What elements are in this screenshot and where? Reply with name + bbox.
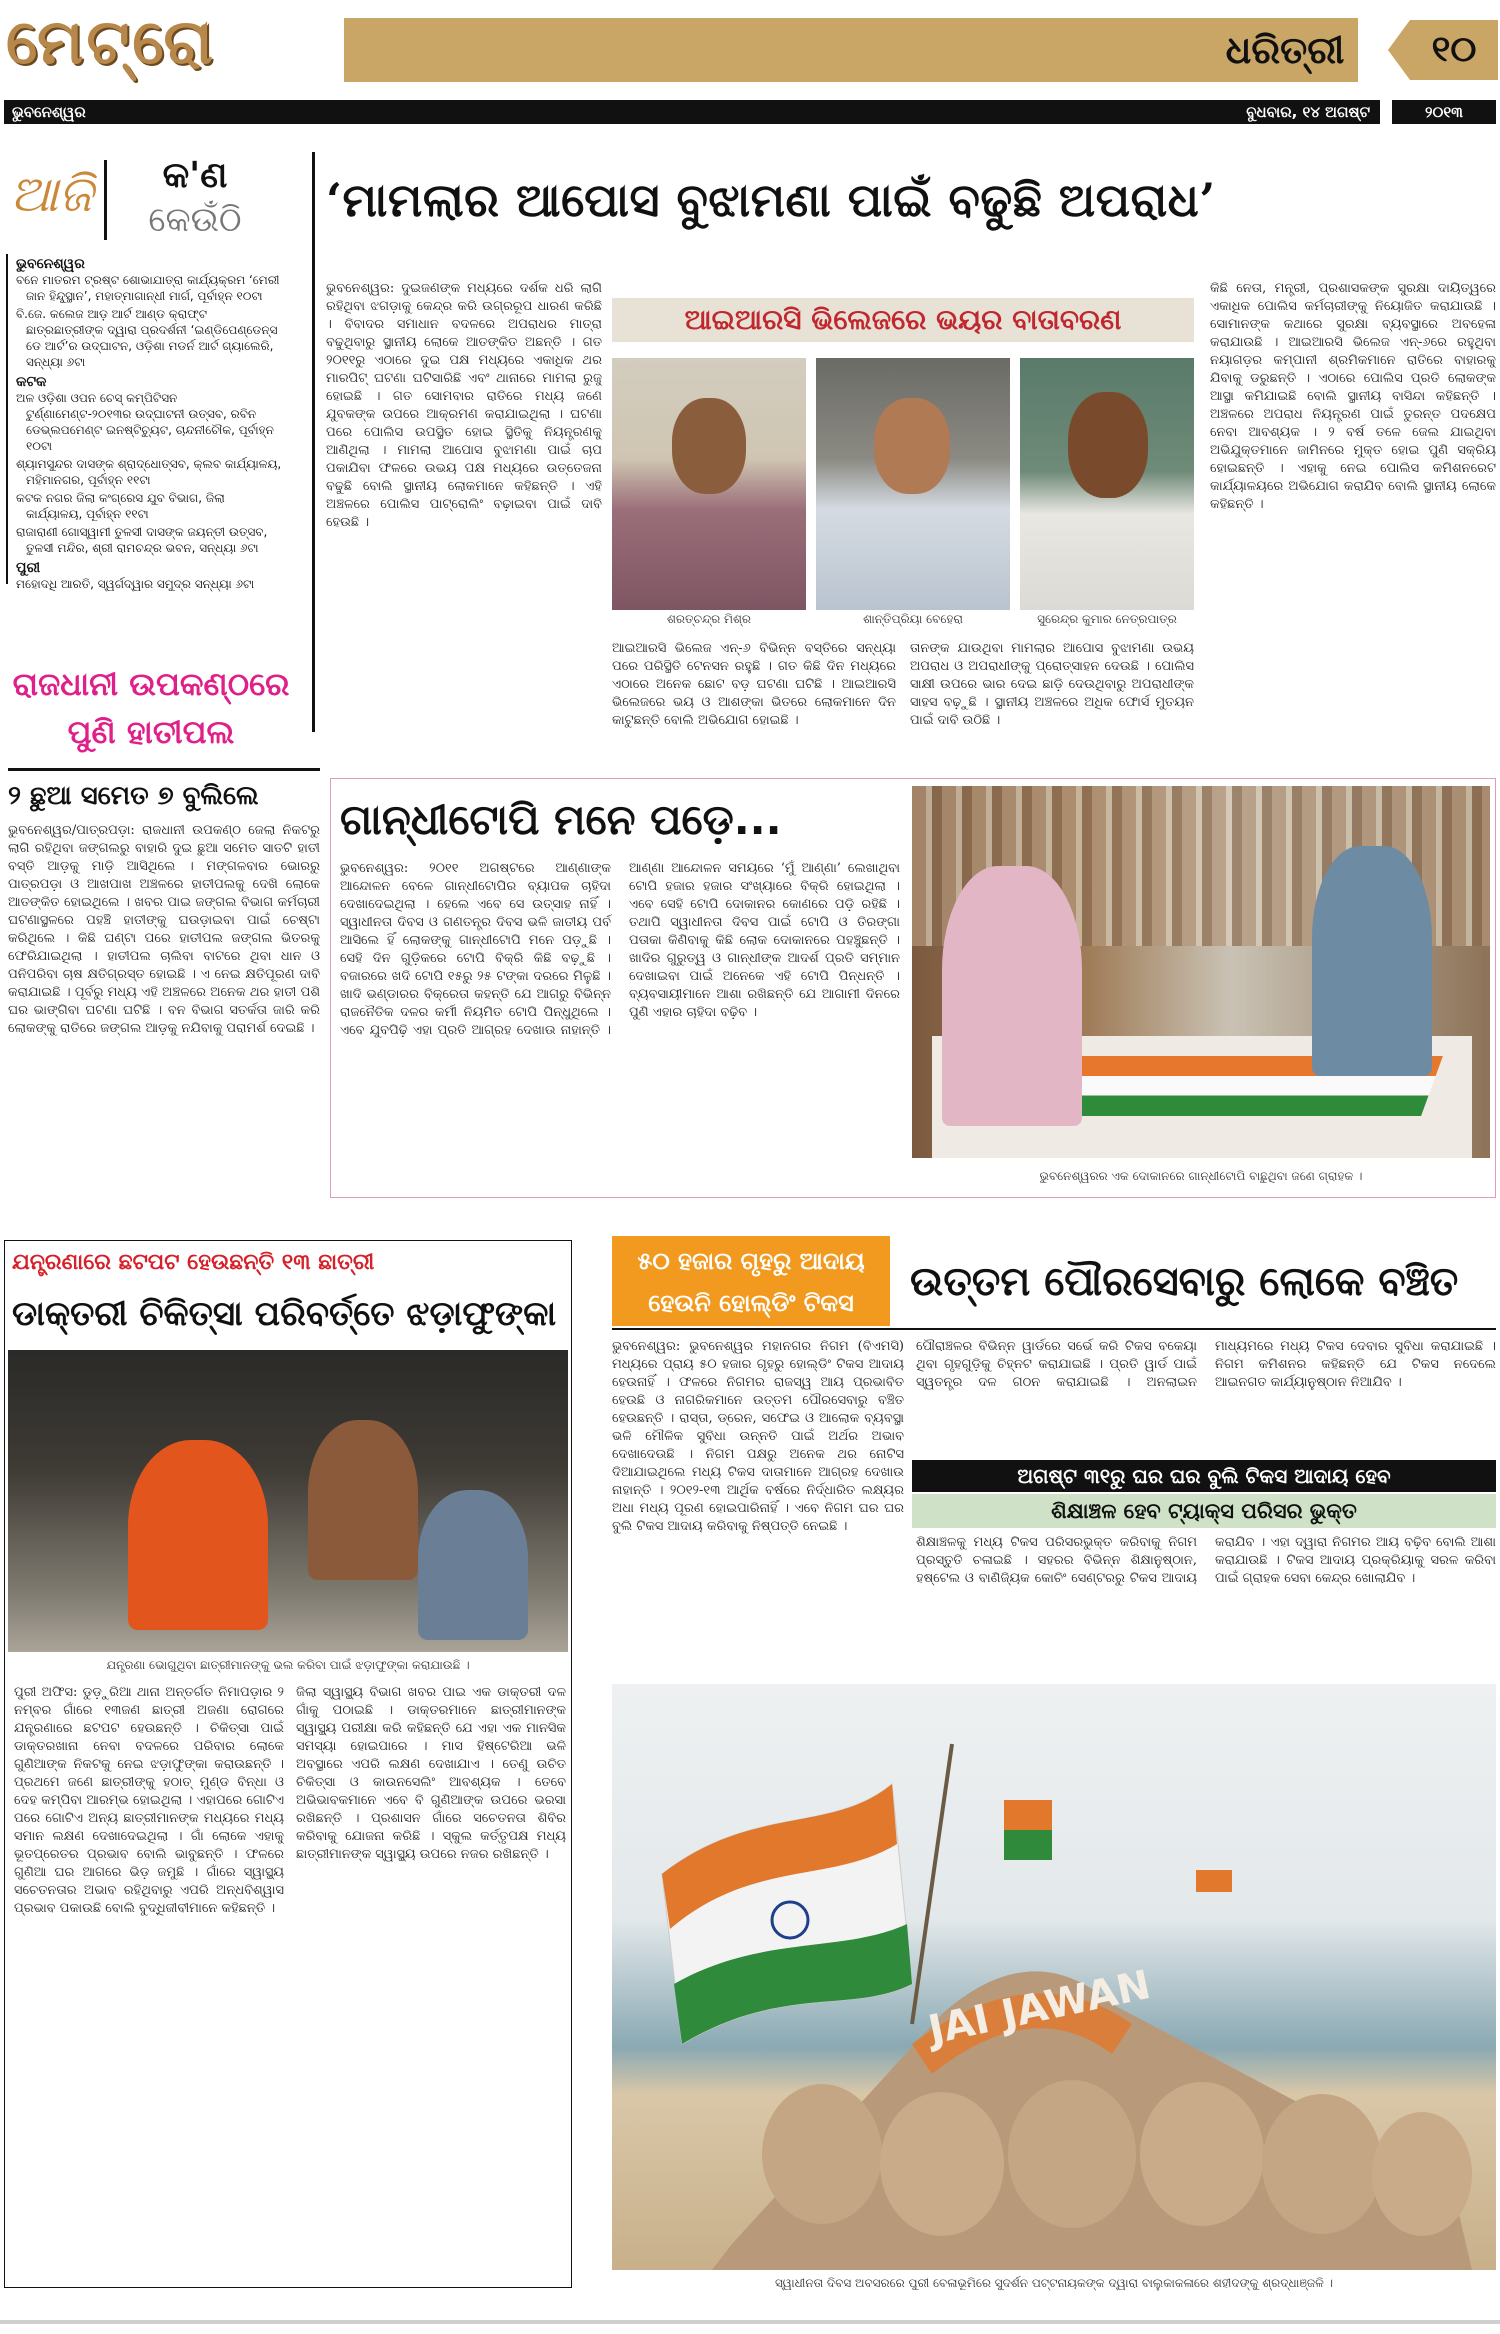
story1-body-c: ତାନଙ୍କ ଯାଉଥିବା ମାମଲାର ଆପୋସ ବୁଝାମଣା ଉଭୟ ଅପରାଧ ଓ ଅପରାଧୀଙ୍କୁ ପ୍ରୋତ୍ସାହନ ଦେଉଛି । ପୋଲିସ ସାକ୍ଷୀ ଉପରେ ଭାର ଦେଇ ଛାଡ଼ି ଦେଉଥିବାରୁ ଅପରାଧୀଙ୍କ ସାହସ ବଢ଼ୁଛି । ସ୍ଥାନୀୟ ଅଞ୍ଚଳରେ ଅଧିକ ଫୋର୍ସ ମୁତୟନ ପାଇଁ ଦାବି ଉଠିଛି । bbox=[910, 641, 1194, 728]
listing-item: କଟକ ନଗର ଜିଲା କଂଗ୍ରେସ ଯୁବ ବିଭାଗ, ଜିଲା କାର୍ଯ୍ୟାଳୟ, ପୂର୍ବାହ୍ନ ୧୧ଟା bbox=[16, 491, 225, 521]
story3-headline: ଡାକ୍ତରୀ ଚିକିତ୍ସା ପରିବର୍ତ୍ତେ ଝଡ଼ାଫୁଙ୍କା bbox=[12, 1294, 557, 1334]
page-number: ୧୦ bbox=[1431, 29, 1477, 70]
listing-city-header: ପୁରୀ bbox=[16, 560, 41, 576]
face bbox=[672, 398, 746, 494]
caption-photo-man-1: ଶରତ୍‌ଚନ୍ଦ୍ର ମିଶ୍ର bbox=[666, 612, 752, 626]
story3-body-b: ଜିଲା ସ୍ୱାସ୍ଥ୍ୟ ବିଭାଗ ଖବର ପାଇ ଏକ ଡାକ୍ତରୀ ଦଳ ଗାଁକୁ ପଠାଇଛି । ଡାକ୍ତରମାନେ ଛାତ୍ରୀମାନଙ୍କ ସ୍ୱାସ୍ଥ୍ୟ ପରୀକ୍ଷା କରି କହିଛନ୍ତି ଯେ ଏହା ଏକ ମାନସିକ ସମସ୍ୟା ହୋଇପାରେ । ମାସ ହିଷ୍ଟେରିଆ ଭଳି ଅବସ୍ଥାରେ ଏପରି ଲକ୍ଷଣ ଦେଖାଯାଏ । ତେଣୁ ଉଚିତ ଚିକିତ୍ସା ଓ କାଉନସେଲିଂ ଆବଶ୍ୟକ । ତେବେ ଅଭିଭାବକମାନେ ଏବେ ବି ଗୁଣିଆଙ୍କ ଉପରେ ଭରସା ରଖିଛନ୍ତି । ପ୍ରଶାସନ ଗାଁରେ ସଚେତନତା ଶିବିର କରିବାକୁ ଯୋଜନା କରିଛି । ସ୍କୁଲ କର୍ତ୍ତୃପକ୍ଷ ମଧ୍ୟ ଛାତ୍ରୀମାନଙ୍କ ସ୍ୱାସ୍ଥ୍ୟ ଉପରେ ନଜର ରଖିଛନ୍ତି । bbox=[296, 1685, 566, 1862]
photo-gandhi-cap-shop bbox=[912, 786, 1490, 1158]
bottom-rule bbox=[0, 2320, 1500, 2324]
section-title: ଧରିତ୍ରୀ bbox=[1225, 28, 1345, 72]
sidebar2-headline: ରାଜଧାନୀ ଉପକଣ୍ଠରେ ପୁଣି ହାତୀପଲ bbox=[12, 665, 290, 751]
listing-item: ବି.ଜେ. କଲେଜ ଆଡ଼ ଆର୍ଟ ଆଣ୍ଡ କ୍ରାଫ୍ଟ ଛାତ୍ରଛାତ୍ରୀଙ୍କ ଦ୍ୱାରା ପ୍ରଦର୍ଶନୀ ‘ଇଣ୍ଡିପେଣ୍ଡେନ୍ସ ଡେ ଆର୍ଟ’ର ଉଦ୍‌ଘାଟନ, ଓଡ଼ିଶା ମଡର୍ନ ଆର୍ଟ ଗ୍ୟାଲେରି, ସନ୍ଧ୍ୟା ୬ଟା bbox=[16, 307, 278, 369]
story4-caption: ସ୍ୱାଧୀନତା ଦିବସ ଅବସରରେ ପୁରୀ ବେଳାଭୂମିରେ ସୁଦର୍ଶନ ପଟ୍ଟନାୟକଙ୍କ ଦ୍ୱାରା ବାଲୁକାକଳାରେ ଶହୀଦଙ୍କୁ ଶ୍ରଦ୍ଧାଞ୍ଜଳି । bbox=[774, 2276, 1334, 2290]
dateline-year: ୨୦୧୩ bbox=[1425, 103, 1463, 121]
story3-caption: ଯନ୍ତ୍ରଣା ଭୋଗୁଥିବା ଛାତ୍ରୀମାନଙ୍କୁ ଭଲ କରିବା ପାଇଁ ଝଡ଼ାଫୁଙ୍କା କରାଯାଉଛି । bbox=[106, 1658, 470, 1672]
flag-pole bbox=[912, 1744, 952, 2024]
person-girl bbox=[418, 1490, 528, 1640]
listing-item: ବନେ ମାତରମ ଟ୍ରଷ୍ଟ ଶୋଭାଯାତ୍ରା କାର୍ଯ୍ୟକ୍ରମ ‘ମେରୀ ଜାନ ହିନ୍ଦୁସ୍ଥାନ’, ମହାତ୍ମାଗାନ୍ଧୀ ମାର୍ଗ, ପୂର୍ବାହ୍ନ ୧୦ଟା bbox=[16, 273, 280, 303]
sand-art-text: JAI JAWAN bbox=[924, 1961, 1155, 2054]
story1-body-a: ଭୁବନେଶ୍ୱର: ଦୁଇଜଣଙ୍କ ମଧ୍ୟରେ ଦର୍ଶକ ଧରି ଲାଗି ରହିଥିବା ଝଗଡ଼ାକୁ କେନ୍ଦ୍ର କରି ଉଗ୍ରରୂପ ଧାରଣ କରିଛି । ବିବାଦର ସମାଧାନ ବଦଳରେ ଅପରାଧର ମାତ୍ରା ବଢୁଥିବାରୁ ସ୍ଥାନୀୟ ଲୋକେ ଆତଙ୍କିତ ଅଛନ୍ତି । ଗତ ୨୦୧୧ରୁ ଏଠାରେ ଦୁଇ ପକ୍ଷ ମଧ୍ୟରେ ଏକାଧିକ ଥର ମାରପିଟ୍‌ ଘଟଣା ଘଟିସାରିଛି ଏବଂ ଥାନାରେ ମାମଲା ରୁଜୁ ହୋଇଛି । ଗତ ସୋମବାର ରାତିରେ ମଧ୍ୟ ଜଣେ ଯୁବକଙ୍କ ଉପରେ ଆକ୍ରମଣ କରାଯାଇଥିଲା । ଘଟଣା ପରେ ପୋଲିସ ଉପସ୍ଥିତ ହୋଇ ସ୍ଥିତିକୁ ନିୟନ୍ତ୍ରଣକୁ ଆଣିଥିଲା । ମାମଲା ଆପୋସ ବୁଝାମଣା ପାଇଁ ଚାପ ପକାଯିବା ଫଳରେ ଉଭୟ ପକ୍ଷ ମଧ୍ୟରେ ଉତ୍ତେଜନା ବଢୁଛି ବୋଲି ସ୍ଥାନୀୟ ଲୋକମାନେ କହିଛନ୍ତି । ଏହି ଅଞ୍ଚଳରେ ପୋଲିସ ପାଟ୍ରୋଲିଂ ବଢ଼ାଇବା ପାଇଁ ଦାବି ହେଉଛି । bbox=[326, 281, 602, 530]
flag-small-1-green bbox=[1004, 1830, 1052, 1860]
today-label: ଆଜି bbox=[10, 165, 93, 223]
today-listings bbox=[6, 254, 284, 591]
customer bbox=[942, 866, 1082, 1126]
sidebar2-subhead: ୨ ଛୁଆ ସମେତ ୭ ବୁଲିଲେ bbox=[8, 781, 259, 811]
section-bar bbox=[344, 18, 1358, 82]
sidebar2-body: ଭୁବନେଶ୍ୱର/ପାତ୍ରପଡ଼ା: ରାଜଧାନୀ ଉପକଣ୍ଠ ଜେଲା ନିକଟରୁ ଲାଗି ରହିଥିବା ଜଙ୍ଗଲରୁ ବାହାରି ଦୁଇ ଛୁଆ ସମେତ ସାତଟି ହାତୀ ବସ୍ତି ଆଡ଼କୁ ମାଡ଼ି ଆସିଥିଲେ । ମଙ୍ଗଳବାର ଭୋରରୁ ପାତ୍ରପଡ଼ା ଓ ଆଖପାଖ ଅଞ୍ଚଳରେ ହାତୀପଲକୁ ଦେଖି ଲୋକେ ଆତଙ୍କିତ ହୋଇଥିଲେ । ଖବର ପାଇ ଜଙ୍ଗଲ ବିଭାଗ କର୍ମଚାରୀ ଘଟଣାସ୍ଥଳରେ ପହଞ୍ଚି ହାତୀଙ୍କୁ ଘଉଡ଼ାଇବା ପାଇଁ ଚେଷ୍ଟା କରିଥିଲେ । କିଛି ଘଣ୍ଟା ପରେ ହାତୀପଲ ଜଙ୍ଗଲ ଭିତରକୁ ଫେରିଯାଇଥିଲା । ହାତୀପଲ ଚାଲିବା ବାଟରେ ଥିବା ଧାନ ଓ ପନିପରିବା ଚାଷ କ୍ଷତିଗ୍ରସ୍ତ ହୋଇଛି । ଏ ନେଇ କ୍ଷତିପୂରଣ ଦାବି କରାଯାଇଛି । ପୂର୍ବରୁ ମଧ୍ୟ ଏହି ଅଞ୍ଚଳରେ ଅନେକ ଥର ହାତୀ ପଶି ଘର ଭାଙ୍ଗିବା ଘଟଣା ଘଟିଛି । ବନ ବିଭାଗ ସତର୍କତା ଜାରି କରି ଲୋକଙ୍କୁ ରାତିରେ ଜଙ୍ଗଲ ଆଡ଼କୁ ନଯିବାକୁ ପରାମର୍ଶ ଦେଇଛି । bbox=[8, 823, 320, 1036]
listing-item: ଶ୍ୟାମସୁନ୍ଦର ଦାସଙ୍କ ଶ୍ରାଦ୍ଧୋତ୍ସବ, କ୍ଲବ କାର୍ଯ୍ୟାଳୟ, ମହିମାନଗର, ପୂର୍ବାହ୍ନ ୧୧ଟା bbox=[16, 457, 282, 487]
story4-rule bbox=[612, 1328, 1496, 1330]
today-divider bbox=[104, 160, 107, 240]
story4-body2: ପୌରାଞ୍ଚଳର ବିଭିନ୍ନ ୱାର୍ଡରେ ସର୍ଭେ କରି ଟିକସ ବକେୟା ଥିବା ଗୃହଗୁଡ଼ିକୁ ଚିହ୍ନଟ କରାଯାଇଛି । ପ୍ରତି ୱାର୍ଡ ପାଇଁ ସ୍ୱତନ୍ତ୍ର ଦଳ ଗଠନ କରାଯାଇଛି । ଅନଲାଇନ ମାଧ୍ୟମରେ ମଧ୍ୟ ଟିକସ ଦେବାର ସୁବିଧା କରାଯାଇଛି । ନିଗମ କମିଶନର କହିଛନ୍ତି ଯେ ଟିକସ ନଦେଲେ ଆଇନଗତ କାର୍ଯ୍ୟାନୁଷ୍ଠାନ ନିଆଯିବ । bbox=[916, 1339, 1496, 1390]
story1-body-b: ଆଇଆରସି ଭିଲେଜ ଏନ୍‌-୬ ବିଭିନ୍ନ ବସ୍ତିରେ ସନ୍ଧ୍ୟା ପରେ ପରିସ୍ଥିତି ଟେନସନ ରହୁଛି । ଗତ କିଛି ଦିନ ମଧ୍ୟରେ ଏଠାରେ ଅନେକ ଛୋଟ ବଡ଼ ଘଟଣା ଘଟିଛି । ଆଇଆରସି ଭିଲେଜରେ ଭୟ ଓ ଆଶଙ୍କା ଭିତରେ ଲୋକମାନେ ଦିନ କାଟୁଛନ୍ତି ବୋଲି ଅଭିଯୋଗ ହୋଇଛି । bbox=[612, 641, 896, 728]
sand-face bbox=[880, 2092, 1004, 2236]
photo-sand-art bbox=[612, 1684, 1496, 2270]
dateline-date: ବୁଧବାର, ୧୪ ଅଗଷ୍ଟ bbox=[1246, 103, 1370, 121]
sand-face bbox=[762, 2084, 882, 2224]
story3-body-a: ପୁରୀ ଅଫିସ: ଡୁଡ଼ୁରିଆ ଥାନା ଅନ୍ତର୍ଗତ ନିମାପଡ଼ାର ୨ ନମ୍ବର ଗାଁରେ ୧୩ଜଣ ଛାତ୍ରୀ ଅଜଣା ରୋଗରେ ଯନ୍ତ୍ରଣାରେ ଛଟପଟ ହେଉଛନ୍ତି । ଚିକିତ୍ସା ପାଇଁ ଡାକ୍ତରଖାନା ନେବା ବଦଳରେ ପରିବାର ଲୋକେ ଗୁଣିଆଙ୍କ ନିକଟକୁ ନେଇ ଝଡ଼ାଫୁଙ୍କା କରାଉଛନ୍ତି । ପ୍ରଥମେ ଜଣେ ଛାତ୍ରୀଙ୍କୁ ହଠାତ୍ ମୁଣ୍ଡ ବିନ୍ଧା ଓ ଦେହ କମ୍ପିବା ଆରମ୍ଭ ହୋଇଥିଲା । ଏହାପରେ ଗୋଟିଏ ପରେ ଗୋଟିଏ ଅନ୍ୟ ଛାତ୍ରୀମାନଙ୍କ ମଧ୍ୟରେ ମଧ୍ୟ ସମାନ ଲକ୍ଷଣ ଦେଖାଦେଇଥିଲା । ଗାଁ ଲୋକେ ଏହାକୁ ଭୂତପ୍ରେତର ପ୍ରଭାବ ବୋଲି ଭାବୁଛନ୍ତି । ଫଳରେ ଗୁଣିଆ ଘର ଆଗରେ ଭିଡ଼ ଜମୁଛି । ଗାଁରେ ସ୍ୱାସ୍ଥ୍ୟ ସଚେତନତାର ଅଭାବ ରହିଥିବାରୁ ଏପରି ଅନ୍ଧବିଶ୍ୱାସ ପ୍ରଭାବ ପକାଉଛି ବୋଲି ବୁଦ୍ଧିଜୀବୀମାନେ କହିଛନ୍ତି । bbox=[14, 1685, 284, 1916]
story4-headline: ଉତ୍ତମ ପୌରସେବାରୁ ଲୋକେ ବଞ୍ଚିତ bbox=[910, 1259, 1459, 1305]
story4-subhead: ଅଗଷ୍ଟ ୩୧ରୁ ଘର ଘର ବୁଲି ଟିକସ ଆଦାୟ ହେବ bbox=[1017, 1464, 1391, 1488]
what-label: କ'ଣ bbox=[162, 155, 228, 196]
sand-face bbox=[1262, 2094, 1382, 2234]
caption-photo-man-2: ସୁରେନ୍ଦ୍ର କୁମାର ନେତ୍ରପାତ୍ର bbox=[1037, 612, 1177, 626]
story2-body: ଭୁବନେଶ୍ୱର: ୨୦୧୧ ଅଗଷ୍ଟରେ ଆଣ୍ଣାଙ୍କ ଆନ୍ଦୋଳନ ବେଳେ ଗାନ୍ଧୀଟୋପିର ବ୍ୟାପକ ଚାହିଦା ଦେଖାଦେଇଥିଲା । ହେଲେ ଏବେ ସେ ଉତ୍ସାହ ନାହିଁ । ସ୍ୱାଧୀନତା ଦିବସ ଓ ଗଣତନ୍ତ୍ର ଦିବସ ଭଳି ଜାତୀୟ ପର୍ବ ଆସିଲେ ହିଁ ଲୋକଙ୍କୁ ଗାନ୍ଧୀଟୋପି ମନେ ପଡ଼ୁଛି । ସେହି ଦିନ ଗୁଡ଼ିକରେ ଟୋପି ବିକ୍ରି କିଛି ବଢ଼ୁଛି । ବଜାରରେ ଖଦି ଟୋପି ୧୫ରୁ ୨୫ ଟଙ୍କା ଦରରେ ମିଳୁଛି । ଖାଦି ଭଣ୍ଡାରର ବିକ୍ରେତା କହନ୍ତି ଯେ ଆଗରୁ ବିଭିନ୍ନ ରାଜନୈତିକ ଦଳର କର୍ମୀ ନିୟମିତ ଟୋପି ପିନ୍ଧୁଥିଲେ । ଏବେ ଯୁବପିଢ଼ି ଏହା ପ୍ରତି ଆଗ୍ରହ ଦେଖାଉ ନାହାନ୍ତି । ଆଣ୍ଣା ଆନ୍ଦୋଳନ ସମୟରେ ‘ମୁଁ ଆଣ୍ଣା’ ଲେଖାଥିବା ଟୋପି ହଜାର ହଜାର ସଂଖ୍ୟାରେ ବିକ୍ରି ହୋଇଥିଲା । ଏବେ ସେହି ଟୋପି ଦୋକାନର କୋଣରେ ପଡ଼ି ରହିଛି । ତଥାପି ସ୍ୱାଧୀନତା ଦିବସ ପାଇଁ ଟୋପି ଓ ତିରଙ୍ଗା ପତାକା କିଣିବାକୁ କିଛି ଲୋକ ଦୋକାନରେ ପହଞ୍ଚୁଛନ୍ତି । ଖାଦିର ଗୁରୁତ୍ୱ ଓ ଗାନ୍ଧୀଙ୍କ ଆଦର୍ଶ ପ୍ରତି ସମ୍ମାନ ଦେଖାଇବା ପାଇଁ ଅନେକେ ଏହି ଟୋପି ପିନ୍ଧନ୍ତି । ବ୍ୟବସାୟୀମାନେ ଆଶା ରଖିଛନ୍ତି ଯେ ଆଗାମୀ ଦିନରେ ପୁଣି ଏହାର ଚାହିଦା ବଢ଼ିବ । bbox=[340, 861, 900, 1038]
story4-body3: ଶିକ୍ଷାଞ୍ଚଳକୁ ମଧ୍ୟ ଟିକସ ପରିସରଭୁକ୍ତ କରିବାକୁ ନିଗମ ପ୍ରସ୍ତୁତି ଚଳାଇଛି । ସହରର ବିଭିନ୍ନ ଶିକ୍ଷାନୁଷ୍ଠାନ, ହଷ୍ଟେଲ ଓ ବାଣିଜ୍ୟିକ କୋଚିଂ ସେଣ୍ଟରରୁ ଟିକସ ଆଦାୟ କରାଯିବ । ଏହା ଦ୍ୱାରା ନିଗମର ଆୟ ବଢ଼ିବ ବୋଲି ଆଶା କରାଯାଉଛି । ଟିକସ ଆଦାୟ ପ୍ରକ୍ରିୟାକୁ ସରଳ କରିବା ପାଇଁ ଗ୍ରାହକ ସେବା କେନ୍ଦ୍ର ଖୋଲାଯିବ । bbox=[916, 1535, 1496, 1586]
person-healer bbox=[308, 1420, 418, 1580]
sand-face bbox=[1372, 2112, 1472, 2236]
listing-city-header: ଭୁବନେଶ୍ୱର bbox=[16, 256, 85, 272]
story3-kicker: ଯନ୍ତ୍ରଣାରେ ଛଟପଟ ହେଉଛନ୍ତି ୧୩ ଛାତ୍ରୀ bbox=[12, 1250, 375, 1275]
today-box bbox=[6, 150, 284, 590]
where-label: କେଉଁଠି bbox=[148, 200, 242, 240]
caption-photo-woman: ଶାନ୍ତିପ୍ରିୟା ବେହେରା bbox=[863, 612, 963, 626]
face bbox=[874, 398, 950, 494]
person-saree bbox=[128, 1440, 268, 1630]
photo-man-2 bbox=[1020, 358, 1194, 610]
story2-headline: ଗାନ୍ଧୀଟୋପି ମନେ ପଡ଼େ... bbox=[340, 795, 782, 844]
listing-city-header: କଟକ bbox=[16, 374, 47, 390]
face bbox=[1068, 392, 1148, 498]
logo: ମେଟ୍ରୋ bbox=[6, 5, 216, 78]
sand-art-illustration bbox=[612, 1684, 1496, 2270]
flag-small-2 bbox=[1196, 1870, 1232, 1892]
story4-box-line1: ୫୦ ହଜାର ଗୃହରୁ ଆଦାୟ bbox=[637, 1247, 865, 1275]
photo-woman bbox=[816, 358, 1010, 610]
story2-caption: ଭୁବନେଶ୍ୱରର ଏକ ଦୋକାନରେ ଗାନ୍ଧୀଟୋପି ବାଛୁଥିବା ଜଣେ ଗ୍ରାହକ । bbox=[1039, 1169, 1363, 1183]
shopkeeper bbox=[1312, 846, 1432, 1076]
story1-body-d: କିଛି ନେତା, ମନ୍ତ୍ରୀ, ପ୍ରଶାସକଙ୍କ ସୁରକ୍ଷା ଦାୟିତ୍ୱରେ ଏକାଧିକ ପୋଲିସ କର୍ମଚାରୀଙ୍କୁ ନିୟୋଜିତ କରାଯାଉଛି । ସୋମାନଙ୍କ କଥାରେ ସୁରକ୍ଷା ବ୍ୟବସ୍ଥାରେ ଅବହେଳା କରାଯାଉଛି । ଆଇଆରସି ଭିଲେଜ ଏନ୍‌-୬ରେ ରହୁଥିବା ନୟାଗଡ଼ର କମ୍ପାନୀ ଶ୍ରମିକମାନେ ରାତିରେ ବାହାରକୁ ଯିବାକୁ ଡରୁଛନ୍ତି । ଏଠାରେ ପୋଲିସ ପ୍ରତି ଲୋକଙ୍କ ଆସ୍ଥା କମିଯାଇଛି ବୋଲି ସ୍ଥାନୀୟ ବାସିନ୍ଦା କହିଛନ୍ତି । ଅଞ୍ଚଳରେ ଅପରାଧ ନିୟନ୍ତ୍ରଣ ପାଇଁ ତୁରନ୍ତ ପଦକ୍ଷେପ ନେବା ଆବଶ୍ୟକ । ୨ ବର୍ଷ ତଳେ ଜେଲ ଯାଇଥିବା ଅଭିଯୁକ୍ତମାନେ ଜାମିନରେ ମୁକ୍ତ ହୋଇ ପୁଣି ସକ୍ରିୟ ହୋଇଛନ୍ତି । ଏହାକୁ ନେଇ ପୋଲିସ କମିଶନରେଟ କାର୍ଯ୍ୟାଳୟରେ ଅଭିଯୋଗ କରାଯିବ ବୋଲି ସ୍ଥାନୀୟ ଲୋକେ କହିଛନ୍ତି । bbox=[1210, 281, 1496, 512]
sand-face bbox=[1008, 2080, 1136, 2228]
dateline-city: ଭୁବନେଶ୍ୱର bbox=[12, 103, 86, 121]
story1-left-rule bbox=[312, 152, 315, 732]
story4-body: ଭୁବନେଶ୍ୱର: ଭୁବନେଶ୍ୱର ମହାନଗର ନିଗମ (ବିଏମସି) ମଧ୍ୟରେ ପ୍ରାୟ ୫୦ ହଜାର ଗୃହରୁ ହୋଲ୍‌ଡିଂ ଟିକସ ଆଦାୟ ହେଉନାହିଁ । ଫଳରେ ନିଗମର ରାଜସ୍ୱ ଆୟ ପ୍ରଭାବିତ ହେଉଛି ଓ ନାଗରିକମାନେ ଉତ୍ତମ ପୌରସେବାରୁ ବଞ୍ଚିତ ହେଉଛନ୍ତି । ରାସ୍ତା, ଡ୍ରେନ, ସଫେଇ ଓ ଆଲୋକ ବ୍ୟବସ୍ଥା ଭଳି ମୌଳିକ ସୁବିଧା ଉନ୍ନତି ପାଇଁ ଅର୍ଥର ଅଭାବ ଦେଖାଦେଉଛି । ନିଗମ ପକ୍ଷରୁ ଅନେକ ଥର ନୋଟିସ ଦିଆଯାଇଥିଲେ ମଧ୍ୟ ଟିକସ ଦାତାମାନେ ଆଗ୍ରହ ଦେଖାଉ ନାହାନ୍ତି । ୨୦୧୨-୧୩ ଆର୍ଥିକ ବର୍ଷରେ ନିର୍ଦ୍ଧାରିତ ଲକ୍ଷ୍ୟର ଅଧା ମଧ୍ୟ ପୂରଣ ହୋଇପାରିନାହିଁ । ଏବେ ନିଗମ ଘର ଘର ବୁଲି ଟିକସ ଆଦାୟ କରିବାକୁ ନିଷ୍ପତ୍ତି ନେଇଛି । bbox=[612, 1339, 904, 1534]
sidebar2-rule bbox=[8, 768, 320, 771]
photo-man-1 bbox=[612, 358, 806, 610]
story1-subhead: ଆଇଆରସି ଭିଲେଜରେ ଭୟର ବାତାବରଣ bbox=[684, 303, 1122, 336]
masthead bbox=[0, 0, 1500, 124]
story4-box-line2: ହେଉନି ହୋଲ୍‌ଡିଂ ଟିକସ bbox=[648, 1289, 854, 1317]
listing-item: ରାଜାରାଣୀ ଗୋସ୍ୱାମୀ ତୁଳସୀ ଦାସଙ୍କ ଜୟନ୍ତୀ ଉତ୍ସବ, ତୁଳସୀ ମନ୍ଦିର, ଶ୍ରୀ ରାମଚନ୍ଦ୍ର ଭବନ, ସନ୍ଧ୍ୟା ୬ଟା bbox=[16, 525, 268, 555]
photo-exorcism-ritual bbox=[8, 1350, 568, 1652]
story1-headline: ‘ମାମଲାର ଆପୋସ ବୁଝାମଣା ପାଇଁ ବଢୁଛି ଅପରାଧ’ bbox=[326, 173, 1216, 227]
listing-item: ଅଳ ଓଡ଼ିଶା ଓପନ ଚେସ୍‌ କମ୍ପିଟିସନ ଟୁର୍ଣ୍ଣାମେଣ୍ଟ-୨୦୧୩ର ଉଦ୍‌ଘାଟନୀ ଉତ୍ସବ, ରବିନ ଡେଭ୍ଲପମେଣ୍ଟ ଇନଷ୍ଟିଚ୍ୟୁଟ, ଚାନ୍ଦନୀଚୌକ, ପୂର୍ବାହ୍ନ ୧୦ଟା bbox=[16, 391, 274, 453]
listing-item: ମହୋଦଧି ଆରତି, ସ୍ୱର୍ଗଦ୍ୱାର ସମୁଦ୍ର ସନ୍ଧ୍ୟା ୬ଟା bbox=[16, 577, 255, 591]
sand-face bbox=[1140, 2082, 1264, 2226]
flag-small-1 bbox=[1004, 1800, 1052, 1830]
story4-subhead2: ଶିକ୍ଷାଞ୍ଚଳ ହେବ ଟ୍ୟାକ୍ସ ପରିସର ଭୁକ୍ତ bbox=[1051, 1499, 1357, 1523]
